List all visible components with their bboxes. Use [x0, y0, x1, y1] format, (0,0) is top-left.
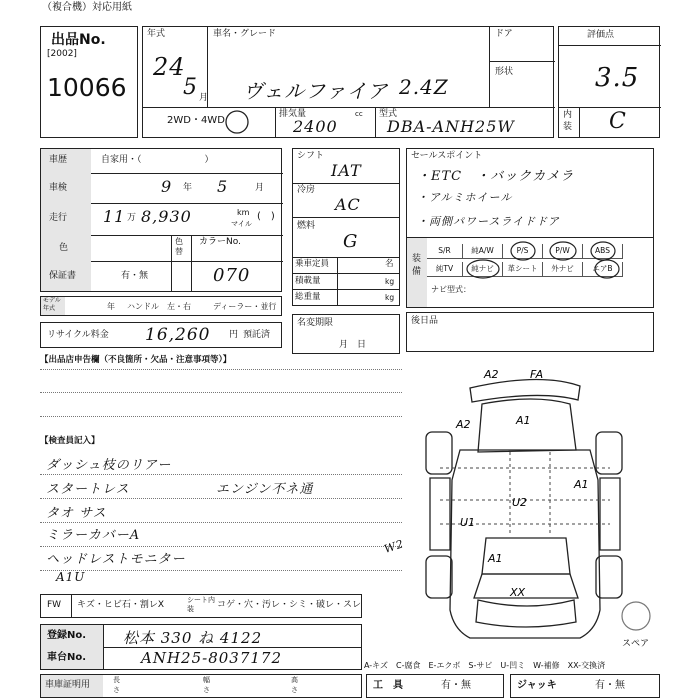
lot-number: 10066: [47, 73, 127, 102]
lot-bracket: [2002]: [47, 49, 77, 59]
mile-label: マイル: [231, 220, 252, 228]
mileage-label: 走行: [49, 213, 68, 223]
damage-mark-body-u2: U2: [512, 496, 528, 509]
displacement-label: 排気量: [279, 109, 307, 119]
inspector-line-6: A1U: [56, 570, 86, 584]
color-no-label: カラーNo.: [199, 237, 241, 247]
inspector-title: 【検査員記入】: [40, 436, 100, 446]
warranty-label: 保証書: [49, 271, 77, 281]
inspection-year: 9: [161, 177, 173, 196]
accessories-block: [406, 312, 654, 352]
fuel-value: G: [343, 231, 359, 252]
year-label: 年式: [147, 29, 166, 39]
notices-title: 【出品店申告欄（不良箇所・欠品・注意事項等）】: [40, 355, 232, 365]
equip-airbag: エアB: [583, 262, 623, 277]
vehicle-block: [142, 26, 554, 138]
interior-label: 内装: [563, 110, 573, 132]
inspector-line-2: スタートレス: [46, 482, 130, 497]
selling-block: [406, 148, 654, 308]
recycle-note: 預託済: [243, 330, 271, 340]
color-label: 色: [59, 243, 69, 253]
jack-label: ジャッキ: [517, 680, 557, 691]
month-suffix: 月: [199, 93, 209, 103]
rating-block: [558, 26, 660, 138]
registration-block: [40, 624, 362, 670]
spare-tire-icon: [622, 602, 650, 630]
rating-label: 評価点: [587, 30, 615, 40]
tools-row: [366, 674, 504, 698]
name-change-label: 名変期限: [297, 318, 334, 328]
equip-tv: 純TV: [427, 262, 463, 277]
dealer-label: ディーラー・並行: [213, 302, 277, 311]
recycle-unit: 円: [229, 330, 239, 340]
garage-cert-row: [40, 674, 362, 698]
drive-circle: [223, 109, 251, 135]
registration-label: 登録No.: [47, 630, 87, 641]
fw-items: キズ・ヒビ石・割レX: [77, 600, 164, 610]
equip-leather-seat: 革シート: [503, 262, 543, 277]
w-mark: W2: [382, 537, 406, 556]
name-change-block: [292, 314, 400, 354]
damage-mark-hood: A1: [488, 552, 503, 565]
damage-mark-roof: A1: [516, 414, 531, 427]
damage-legend: A-キズ C-腐食 E-エクボ S-サビ U-凹ミ W-補修 XX-交換済: [364, 661, 606, 670]
equip-power-steering: P/S: [503, 244, 543, 259]
damage-mark-body-u1: U1: [460, 516, 476, 529]
model-value: DBA-ANH25W: [387, 117, 515, 136]
month-value: 5: [183, 75, 198, 100]
fuel-label: 燃料: [297, 221, 316, 231]
recycle-row: [40, 322, 282, 348]
inspector-line-1: ダッシュ枝のリアー: [46, 458, 172, 473]
inspection-month-unit: 月: [255, 183, 265, 193]
car-grade: 2.4Z: [399, 75, 449, 99]
passengers-label: 乗車定員: [295, 259, 330, 269]
recycle-label: リサイクル料金: [47, 330, 109, 340]
equip-power-windows: P/W: [543, 244, 583, 259]
damage-mark-rear-quarter: A2: [456, 418, 471, 431]
car-diagram: [400, 360, 690, 660]
equip-genuine-navi: 純ナビ: [463, 262, 503, 277]
jack-row: [510, 674, 660, 698]
shift-block: [292, 148, 400, 306]
handle-value: 左・右: [167, 302, 191, 311]
damage-mark-right-door: A1: [574, 478, 589, 491]
handle-label: ハンドル: [127, 302, 159, 311]
load-label: 積載量: [295, 276, 321, 286]
weight-unit: kg: [385, 293, 395, 302]
cert-label: 車庫証明用: [45, 680, 91, 690]
mileage-rest: 8,930: [141, 207, 192, 226]
km-label: km: [237, 208, 250, 217]
equip-alloy-wheels: 純A/W: [463, 244, 503, 259]
load-unit: kg: [385, 277, 395, 286]
damage-mark-rear-spoiler: A2: [484, 368, 499, 381]
displacement-unit: cc: [355, 110, 363, 118]
inspection-label: 車検: [49, 183, 68, 193]
lot-label: 出品No.: [51, 32, 106, 48]
selling-points-label: セールスポイント: [411, 151, 483, 161]
accessories-label: 後日品: [411, 316, 439, 326]
tools-value: 有・無: [441, 680, 471, 691]
tools-label: 工 具: [373, 680, 403, 691]
shift-value: IAT: [331, 161, 362, 180]
inspector-remark: エンジン不ネ通: [216, 482, 314, 497]
mileage-man-unit: 万: [127, 213, 137, 223]
shift-label: シフト: [297, 151, 325, 161]
chassis-label: 車台No.: [47, 652, 87, 663]
history-label: 車歴: [49, 155, 68, 165]
color-no-value: 070: [213, 265, 251, 286]
fw-label: FW: [47, 600, 62, 610]
jack-value: 有・無: [595, 680, 625, 691]
weight-label: 総重量: [295, 292, 321, 302]
year-value: 24: [153, 53, 186, 81]
mileage-paren: ( ): [257, 211, 275, 222]
equipment-label: 装備: [412, 254, 422, 277]
damage-mark-front-bumper: XX: [510, 586, 526, 599]
interior-value: C: [609, 109, 627, 134]
displacement-value: 2400: [293, 117, 338, 136]
passengers-unit: 名: [385, 259, 394, 269]
model-year-label: モデル年式: [43, 297, 61, 312]
selling-point-1: ・ETC ・バックカメラ: [417, 169, 575, 184]
equip-aftermarket-navi: 外ナビ: [543, 262, 583, 277]
info-block: [40, 148, 282, 292]
door-label: ドア: [495, 29, 513, 39]
inspector-line-4: ミラーカバーA: [46, 528, 141, 543]
spare-label: スペア: [622, 639, 650, 649]
inspector-line-3: タオ サス: [46, 506, 107, 521]
ac-value: AC: [335, 195, 361, 214]
equipment-grid: [427, 238, 653, 307]
warranty-value: 有・無: [121, 271, 149, 281]
recycle-value: 16,260: [145, 325, 211, 345]
navi-model-label: ナビ型式：: [431, 285, 471, 294]
color-replace-label: 色替: [175, 237, 183, 256]
ac-label: 冷房: [297, 185, 316, 195]
rating-value: 3.5: [595, 63, 640, 93]
equip-abs: ABS: [583, 244, 623, 259]
selling-point-3: ・両側パワースライドドア: [417, 215, 560, 228]
registration-value: 松本 330 ね 4122: [123, 629, 263, 647]
height-label: 高さ: [291, 676, 298, 694]
seat-items: コゲ・穴・汚レ・シミ・破レ・スレ: [217, 600, 362, 610]
history-value: 自家用・（ ）: [101, 155, 214, 165]
name-change-unit: 月 日: [339, 340, 367, 350]
form-title: （複合機）対応用紙: [42, 2, 132, 13]
lot-number-box: [40, 26, 138, 138]
damage-mark-rear-fa: FA: [530, 368, 544, 381]
model-row: [40, 296, 282, 316]
fw-row: [40, 594, 362, 618]
inspector-line-5: ヘッドレストモニター: [46, 552, 186, 567]
model-label: 型式: [379, 109, 398, 119]
length-label: 長さ: [113, 676, 120, 694]
equipment-circles: [427, 238, 653, 307]
inspection-month: 5: [217, 177, 229, 196]
model-year-unit: 年: [107, 302, 115, 311]
chassis-value: ANH25-8037172: [141, 649, 282, 667]
selling-point-2: ・アルミホイール: [417, 191, 513, 204]
car-name: ヴェルファイア: [243, 79, 389, 103]
mileage-man: 11: [103, 207, 126, 226]
seat-label: シート内装: [187, 596, 215, 613]
width-label: 幅さ: [203, 676, 210, 694]
name-grade-label: 車名・グレード: [213, 29, 277, 39]
inspection-year-unit: 年: [183, 183, 193, 193]
drive-label: 2WD・4WD: [167, 115, 225, 126]
shape-label: 形状: [495, 67, 514, 77]
equip-sunroof: S/R: [427, 244, 463, 259]
